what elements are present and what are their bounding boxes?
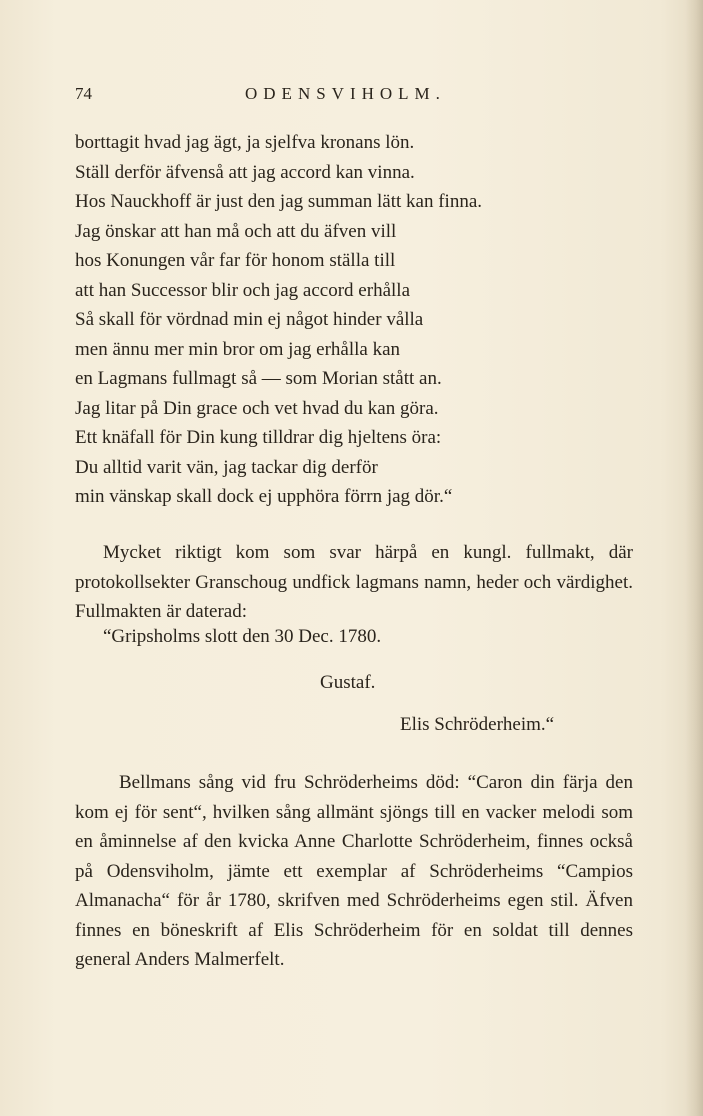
dateline: “Gripsholms slott den 30 Dec. 1780. bbox=[103, 626, 382, 647]
paragraph-commission: Mycket riktigt kom som svar härpå en kungl. fullmakt, där protokollsekter Granschoug undfick lagmans namn, heder och värdighet. Fullmakten är daterad: bbox=[75, 542, 633, 622]
poem-line: men ännu mer min bror om jag erhålla kan bbox=[75, 338, 401, 360]
poem-line: Ställ derför äfvenså att jag accord kan vinna. bbox=[75, 161, 415, 183]
poem-line: att han Successor blir och jag accord erhålla bbox=[75, 279, 410, 301]
poem-line: borttagit hvad jag ägt, ja sjelfva kronans lön. bbox=[75, 132, 415, 153]
poem-line: Så skall för vördnad min ej något hinder vålla bbox=[75, 309, 424, 330]
poem-line: Jag litar på Din grace och vet hvad du kan göra. bbox=[75, 397, 439, 419]
page-gutter-shadow bbox=[685, 0, 703, 1116]
poem-line: en Lagmans fullmagt så — som Morian stått an. bbox=[75, 368, 442, 389]
poem-line: Hos Nauckhoff är just den jag summan lätt kan finna. bbox=[75, 191, 482, 212]
running-title: ODENSVIHOLM. bbox=[245, 84, 446, 103]
running-head bbox=[75, 84, 635, 108]
signature-elis: Elis Schröderheim.“ bbox=[400, 714, 555, 735]
poem-line: Ett knäfall för Din kung tilldrar dig hjeltens öra: bbox=[75, 427, 442, 448]
poem-line: hos Konungen vår far för honom ställa till bbox=[75, 250, 396, 271]
poem-line: Du alltid varit vän, jag tackar dig derför bbox=[75, 456, 378, 478]
poem-line: Jag önskar att han må och att du äfven vill bbox=[75, 220, 397, 242]
signature-gustaf: Gustaf. bbox=[320, 672, 376, 693]
page-number: 74 bbox=[75, 84, 92, 103]
poem-block bbox=[75, 128, 635, 512]
poem-line: min vänskap skall dock ej upphöra förrn jag dör.“ bbox=[75, 486, 453, 507]
paragraph-bellman: Bellmans sång vid fru Schröderheims död: “Caron din färja den kom ej för sent“, hvilken sång allmänt sjöngs till en vacker melodi som en åminnelse af den kvicka Anne Charlotte Schröderheim, finnes också på Odensviholm, jämte ett exemplar af Schröderheims “Campios Almanacha“ för år 1780, skrifven med Schröderheims egen stil. Äfven finnes en böneskrift af Elis Schröderheim för en soldat till dennes general Anders Malmerfelt. bbox=[75, 772, 633, 970]
